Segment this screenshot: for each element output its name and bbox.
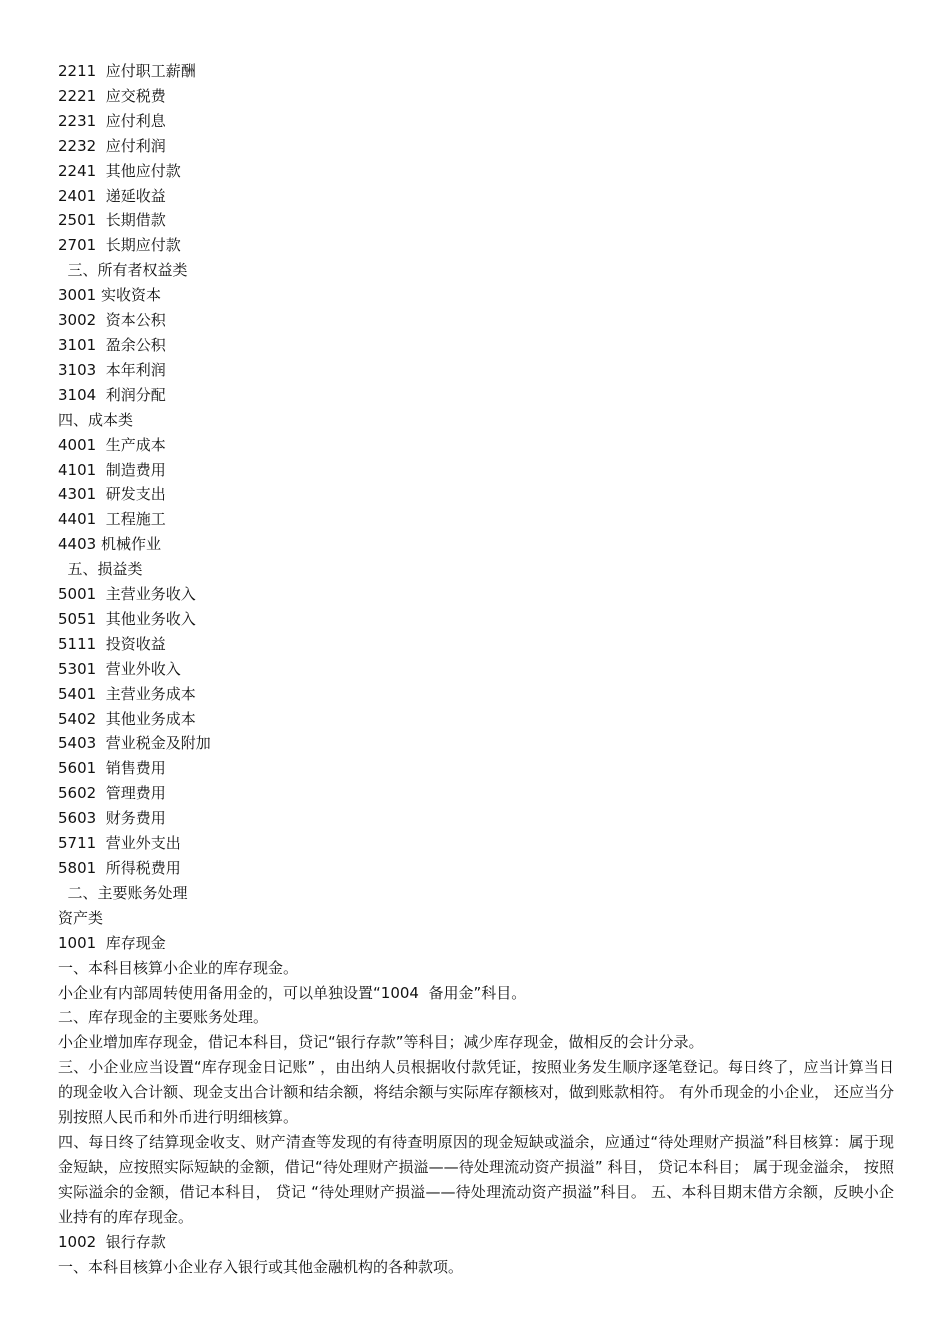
text-line: 5301 营业外收入 [58, 659, 181, 678]
text-line: 二、主要账务处理 [58, 883, 188, 902]
text-line: 1002 银行存款 [58, 1232, 166, 1251]
text-line: 2231 应付利息 [58, 111, 166, 130]
text-line: 4101 制造费用 [58, 460, 166, 479]
paragraph: 三、小企业应当设置“库存现金日记账” ，由出纳人员根据收付款凭证，按照业务发生顺序逐笔登记。每日终了，应当计算当日的现金收入合计额、现金支出合计额和结余额，将结余额与实际库存额核对，做到账款相符。 有外币现金的小企业， 还应当分别按照人民币和外币进行明细核算。 [58, 1058, 894, 1127]
text-line: 4301 研发支出 [58, 485, 166, 504]
accounting-paragraphs [58, 1055, 894, 1229]
text-line: 5051 其他业务收入 [58, 609, 196, 628]
text-line: 三、所有者权益类 [58, 261, 188, 280]
text-line: 5401 主营业务成本 [58, 684, 196, 703]
text-line: 小企业有内部周转使用备用金的，可以单独设置“1004 备用金”科目。 [58, 983, 527, 1002]
text-line: 二、库存现金的主要账务处理。 [58, 1008, 269, 1027]
text-line: 五、损益类 [58, 560, 143, 579]
text-line: 3002 资本公积 [58, 311, 166, 330]
text-line: 一、本科目核算小企业的库存现金。 [58, 958, 299, 977]
text-line: 5603 财务费用 [58, 809, 166, 828]
text-line: 4401 工程施工 [58, 510, 166, 529]
text-line: 5601 销售费用 [58, 759, 166, 778]
account-code-list [58, 59, 894, 1055]
text-line: 2241 其他应付款 [58, 161, 181, 180]
text-line: 5711 营业外支出 [58, 834, 181, 853]
text-line: 3103 本年利润 [58, 360, 166, 379]
text-line: 5111 投资收益 [58, 634, 166, 653]
text-line: 小企业增加库存现金，借记本科目，贷记“银行存款”等科目；减少库存现金，做相反的会计分录。 [58, 1033, 704, 1052]
paragraph: 四、每日终了结算现金收支、财产清查等发现的有待查明原因的现金短缺或溢余，应通过“待处理财产损溢”科目核算：属于现金短缺，应按照实际短缺的金额，借记“待处理财产损溢——待处理流动资产损溢” 科目， 贷记本科目； 属于现金溢余， 按照实际溢余的金额，借记本科目， 贷记 “待处理财产损溢——待处理流动资产损溢”科目。 五、本科目期末借方余额，反映小企业持有的库存现金。 [58, 1132, 894, 1226]
text-line: 2232 应付利润 [58, 136, 166, 155]
document-page [58, 59, 894, 1279]
text-line: 4403 机械作业 [58, 535, 161, 554]
text-line: 资产类 [58, 908, 104, 927]
text-line: 4001 生产成本 [58, 435, 166, 454]
text-line: 一、本科目核算小企业存入银行或其他金融机构的各种款项。 [58, 1257, 464, 1276]
text-line: 1001 库存现金 [58, 933, 166, 952]
text-line: 5801 所得税费用 [58, 859, 181, 877]
text-line: 2211 应付职工薪酬 [58, 62, 196, 80]
text-line: 5602 管理费用 [58, 784, 166, 803]
text-line: 2501 长期借款 [58, 211, 166, 230]
text-line: 3104 利润分配 [58, 385, 166, 404]
bank-deposit-section [58, 1230, 894, 1280]
text-line: 3101 盈余公积 [58, 335, 166, 354]
text-line: 2401 递延收益 [58, 186, 166, 205]
text-line: 5402 其他业务成本 [58, 709, 196, 728]
text-line: 5001 主营业务收入 [58, 585, 196, 604]
text-line: 2701 长期应付款 [58, 236, 181, 255]
text-line: 2221 应交税费 [58, 86, 166, 105]
text-line: 5403 营业税金及附加 [58, 734, 211, 753]
text-line: 四、成本类 [58, 410, 134, 429]
text-line: 3001 实收资本 [58, 286, 161, 305]
